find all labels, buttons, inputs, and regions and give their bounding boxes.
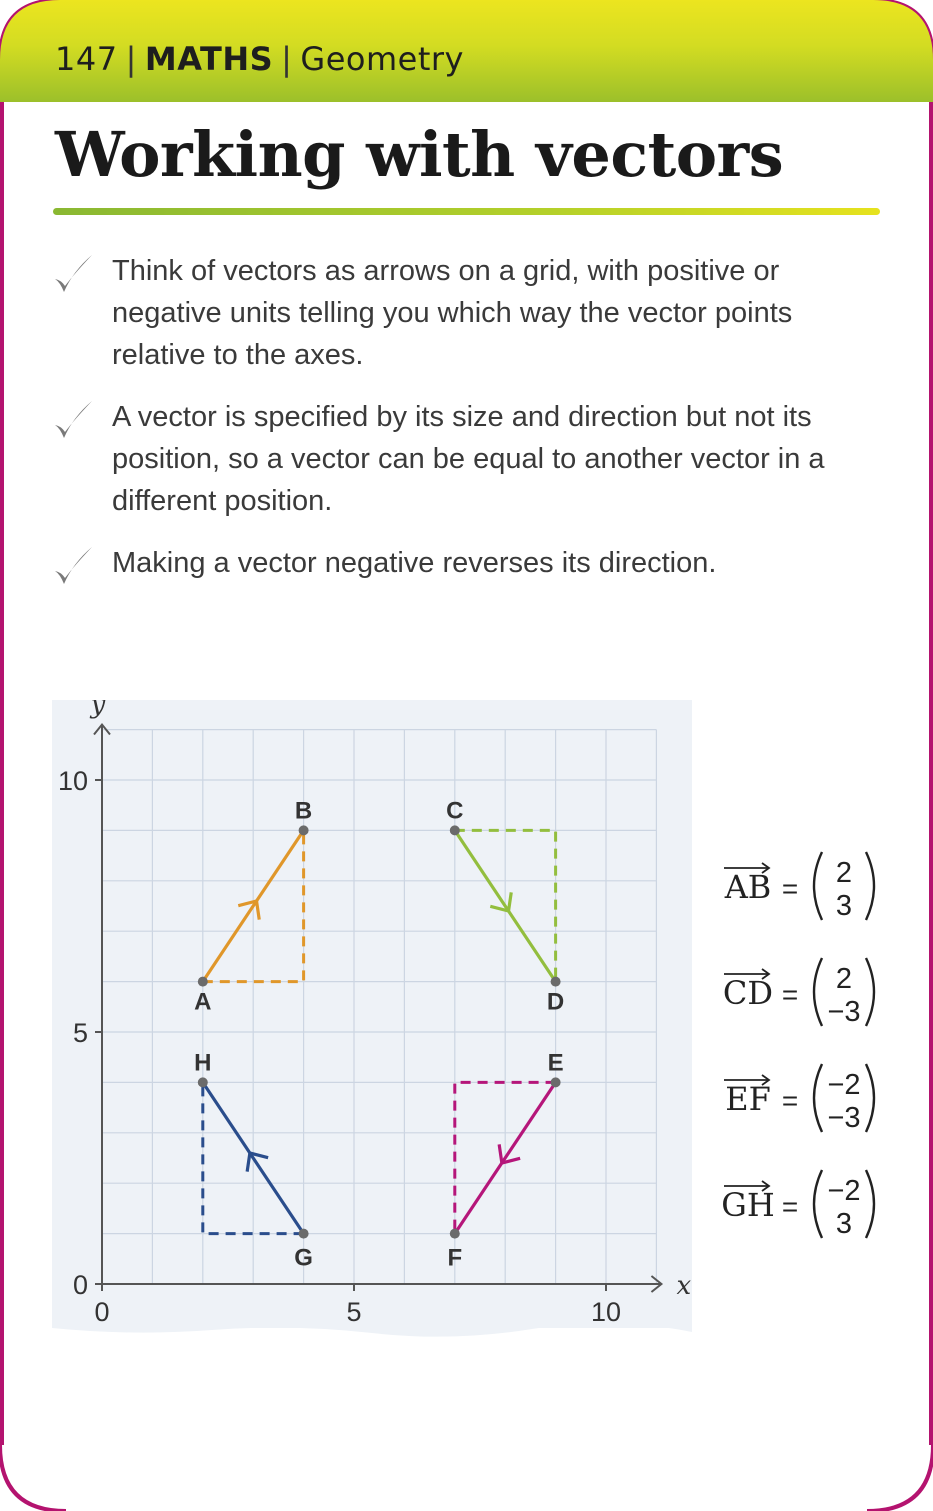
x-axis-label: x xyxy=(676,1271,692,1301)
equals-sign: = xyxy=(781,873,799,904)
point-label-A: A xyxy=(194,988,212,1016)
bullet-item xyxy=(52,542,882,584)
page-number: 147 xyxy=(55,40,118,78)
component-top: −2 xyxy=(827,1175,861,1207)
vector-grid-chart xyxy=(52,700,692,1340)
component-bottom: 3 xyxy=(835,1208,853,1240)
bullet-item xyxy=(52,396,882,522)
left-paren xyxy=(814,1170,822,1238)
running-header xyxy=(55,40,464,78)
point-marker xyxy=(299,1229,309,1239)
left-paren xyxy=(814,958,822,1026)
point-label-E: E xyxy=(547,1049,564,1077)
right-paren xyxy=(866,1064,874,1132)
checkmark-icon xyxy=(52,398,96,446)
header-band xyxy=(0,0,933,102)
point-label-D: D xyxy=(546,988,565,1016)
subject-label: MATHS xyxy=(144,40,274,78)
point-marker xyxy=(450,1229,460,1239)
equals-sign: = xyxy=(781,1085,799,1116)
component-top: −2 xyxy=(827,1069,861,1101)
equations-svg xyxy=(718,840,918,1260)
x-tick-label: 0 xyxy=(94,1297,110,1327)
vector-name: CD xyxy=(722,974,774,1012)
equals-sign: = xyxy=(781,979,799,1010)
component-bottom: −3 xyxy=(827,1102,861,1134)
point-label-C: C xyxy=(446,797,464,825)
left-paren xyxy=(814,852,822,920)
bullet-item xyxy=(52,250,882,376)
vector-grid-svg xyxy=(52,700,692,1340)
component-top: 2 xyxy=(835,963,853,995)
left-paren xyxy=(814,1064,822,1132)
point-marker xyxy=(299,825,309,835)
vector-name: EF xyxy=(725,1080,771,1118)
bullet-text: Think of vectors as arrows on a grid, with positive or negative units telling you which way the vector points relative to the axes. xyxy=(112,255,793,371)
vector-name: GH xyxy=(721,1186,775,1224)
component-top: 2 xyxy=(835,857,853,889)
x-tick-label: 5 xyxy=(346,1297,362,1327)
right-paren xyxy=(866,1170,874,1238)
point-label-B: B xyxy=(294,797,313,825)
header-separator: | xyxy=(281,40,293,78)
point-label-G: G xyxy=(294,1244,313,1272)
checkmark-icon xyxy=(52,544,96,592)
y-tick-label: 5 xyxy=(72,1018,88,1048)
point-label-H: H xyxy=(194,1049,212,1077)
component-bottom: 3 xyxy=(835,890,853,922)
point-marker xyxy=(198,1077,208,1087)
topic-label: Geometry xyxy=(300,40,464,78)
y-tick-label: 0 xyxy=(72,1270,88,1300)
point-label-F: F xyxy=(447,1244,463,1272)
point-marker xyxy=(551,1077,561,1087)
title-underline xyxy=(53,208,880,215)
point-marker xyxy=(198,977,208,987)
component-bottom: −3 xyxy=(827,996,861,1028)
vector-equations xyxy=(718,840,918,1260)
vector-name: AB xyxy=(724,868,772,906)
bullet-text: A vector is specified by its size and direction but not its position, so a vector can be equal to another vector in a different position. xyxy=(112,401,825,517)
bullet-text: Making a vector negative reverses its direction. xyxy=(112,547,717,579)
point-marker xyxy=(450,825,460,835)
checkmark-icon xyxy=(52,252,96,300)
x-tick-label: 10 xyxy=(590,1297,622,1327)
right-paren xyxy=(866,958,874,1026)
y-tick-label: 10 xyxy=(57,766,88,796)
right-paren xyxy=(866,852,874,920)
y-axis-label: y xyxy=(90,700,106,720)
page-title: Working with vectors xyxy=(55,118,784,191)
point-marker xyxy=(551,977,561,987)
header-separator: | xyxy=(125,40,137,78)
equals-sign: = xyxy=(781,1191,799,1222)
bullet-list xyxy=(52,250,882,604)
